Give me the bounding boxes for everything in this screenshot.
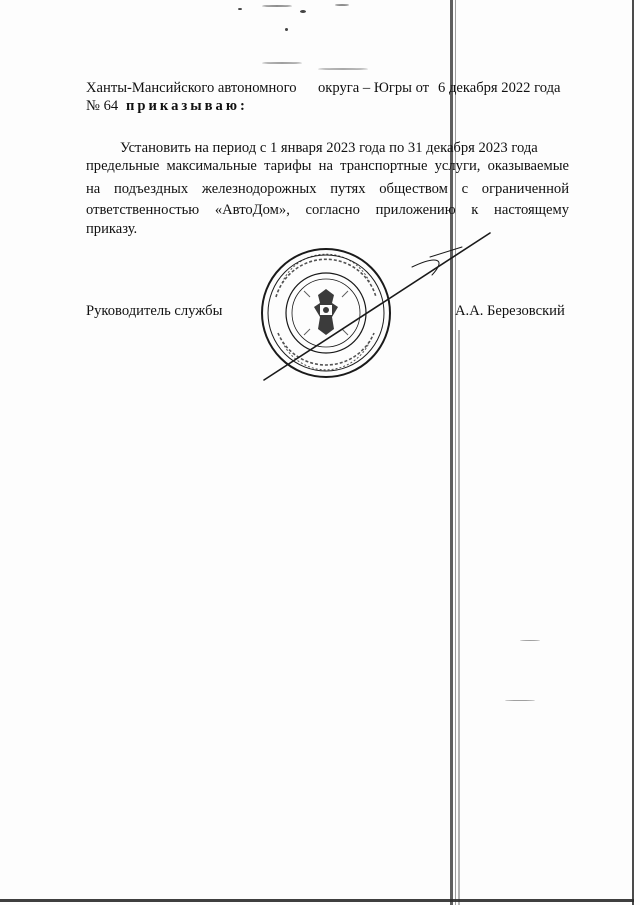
order-number: № 64 [86, 98, 119, 114]
signatory-name: А.А. Березовский [455, 303, 565, 319]
paragraph-line: на подъездных железнодорожных путях обществом с ограниченной [86, 181, 569, 197]
scan-artifact-line [455, 0, 456, 905]
scan-speck [285, 28, 288, 31]
header-region-line-mid: округа – Югры от [318, 80, 430, 96]
paragraph-line: ответственностью «АвтоДом», согласно приложению к настоящему [86, 202, 569, 218]
order-directive: приказываю: [126, 98, 248, 114]
scan-speck [335, 4, 349, 6]
scan-speck [318, 68, 368, 70]
scan-artifact-line [458, 330, 460, 905]
scan-speck [262, 5, 292, 7]
paragraph-line: предельные максимальные тарифы на транспортные услуги, оказываемые [86, 158, 569, 174]
scan-speck [262, 62, 302, 64]
order-date: 6 декабря 2022 года [438, 80, 561, 96]
scan-speck [300, 10, 306, 13]
scan-border-bottom [0, 899, 634, 902]
paragraph-line: приказу. [86, 221, 138, 237]
scan-border-right [632, 0, 634, 905]
scan-speck [238, 8, 242, 10]
paragraph-line: Установить на период с 1 января 2023 года по 31 декабря 2023 года [120, 140, 538, 156]
scan-artifact-line [450, 0, 453, 905]
scan-speck [520, 640, 540, 641]
header-region-line: Ханты-Мансийского автономного [86, 80, 297, 96]
signatory-title: Руководитель службы [86, 303, 223, 319]
scan-speck [505, 700, 535, 701]
